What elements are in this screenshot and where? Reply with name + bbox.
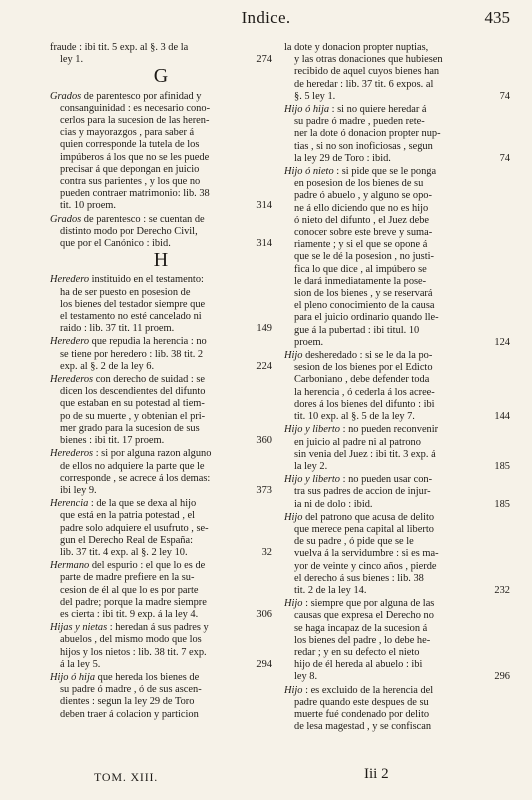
entry-line — [284, 561, 510, 573]
entry-text: el derecho á sus bienes : lib. 38 — [294, 572, 424, 584]
entry-text: sin venia del Juez : ibi tit. 3 exp. á — [294, 448, 436, 460]
entry-line — [284, 116, 510, 128]
entry-line — [284, 685, 510, 697]
page-reference: 224 — [256, 360, 272, 372]
entry-text: causas que expresa el Derecho no — [294, 610, 434, 622]
page-footer — [0, 766, 532, 792]
page-number: 435 — [484, 8, 510, 27]
entry-text: : si por alguna razon alguno — [93, 448, 212, 460]
entry-text: quien corresponde la tutela de los — [60, 139, 200, 151]
entry-text: se haga incapaz de la sucesion á — [294, 622, 428, 634]
page-reference: 296 — [494, 671, 510, 683]
entry-line — [284, 312, 510, 324]
entry-line — [284, 362, 510, 374]
entry-line — [50, 386, 272, 398]
signature-mark: Iii 2 — [364, 766, 389, 782]
entry-line — [50, 54, 272, 66]
entry-text: ley 1. — [60, 54, 84, 66]
entry-text: y las otras donaciones que hubiesen — [294, 54, 443, 66]
entry-text: la dote y donacion propter nuptias, — [284, 42, 429, 53]
entry-line — [284, 512, 510, 524]
entry-text: : es excluido de la herencia del — [302, 684, 434, 696]
entry-text: ibi ley 9. — [60, 484, 97, 496]
entry-text: riamente ; y si el que se opone á — [294, 239, 428, 251]
entry-text: exp. al §. 2 de la ley 6. — [60, 360, 155, 372]
entry-line — [50, 659, 272, 671]
index-entry — [284, 685, 510, 734]
entry-line — [50, 42, 272, 54]
index-entry — [284, 104, 510, 165]
entry-headword: Heredero — [50, 274, 90, 286]
entry-line — [284, 227, 510, 239]
page-reference: 232 — [494, 584, 510, 596]
entry-text: gun el Derecho Real de España: — [60, 534, 194, 546]
index-entry — [284, 512, 510, 597]
entry-line — [284, 671, 510, 683]
entry-headword: Hijo y liberto — [284, 424, 340, 436]
entry-text: fica lo que dice , al impúbero se — [294, 263, 427, 275]
entry-text: : siempre que por alguna de las — [302, 598, 435, 610]
entry-text: ia ni de dolo : ibid. — [294, 498, 373, 510]
entry-text: tit. 10 proem. — [60, 200, 116, 212]
entry-line — [50, 597, 272, 609]
entry-line — [50, 214, 272, 226]
entry-line — [50, 672, 272, 684]
index-entry — [50, 42, 272, 66]
entry-headword: Hijo ó hija — [284, 104, 330, 116]
entry-text: padre solo adquiere el usufruto , se- — [60, 522, 209, 534]
entry-line — [284, 424, 510, 436]
entry-line — [284, 449, 510, 461]
page-reference: 306 — [256, 608, 272, 620]
entry-line — [50, 200, 272, 212]
entry-text: del padre; porque la madre siempre — [60, 596, 207, 608]
entry-headword: Hermano — [50, 560, 90, 572]
entry-line — [50, 585, 272, 597]
entry-text: de ellos no adquiere la parte que le — [60, 460, 205, 472]
page-reference: 373 — [256, 484, 272, 496]
entry-headword: Hijo y liberto — [284, 474, 340, 486]
entry-line — [284, 387, 510, 399]
entry-line — [50, 188, 272, 200]
page-reference: 294 — [256, 658, 272, 670]
entry-text: impúberos á los que no se les puede — [60, 151, 210, 163]
entry-headword: Heredero — [50, 336, 90, 348]
entry-line — [50, 423, 272, 435]
entry-text: distinto modo por Derecho Civil, — [60, 225, 198, 237]
entry-line — [50, 274, 272, 286]
entry-line — [50, 374, 272, 386]
entry-text: que está en la patria potestad , el — [60, 510, 196, 522]
entry-headword: Hijo — [284, 684, 303, 696]
entry-line — [50, 572, 272, 584]
entry-text: pueden contraer matrimonio: lib. 38 — [60, 188, 210, 200]
entry-line — [50, 91, 272, 103]
entry-text: : no pueden usar con- — [340, 474, 433, 486]
entry-line — [50, 498, 272, 510]
running-title: Indice. — [241, 8, 291, 27]
entry-text: : de la que se dexa al hijo — [88, 498, 197, 510]
entry-line — [50, 287, 272, 299]
page-reference: 124 — [494, 336, 510, 348]
entry-headword: Grados — [50, 90, 82, 102]
entry-line — [50, 535, 272, 547]
entry-text: los bienes del testador siempre que — [60, 298, 206, 310]
entry-headword: Hijo — [284, 511, 303, 523]
entry-line — [50, 647, 272, 659]
entry-line — [284, 598, 510, 610]
entry-text: cias y mayorazgos , para saber á — [60, 127, 195, 139]
entry-line — [50, 634, 272, 646]
entry-text: §. 5 ley 1. — [294, 90, 336, 102]
entry-line — [284, 548, 510, 560]
entry-line — [284, 486, 510, 498]
entry-text: precisar á que depongan en juicio — [60, 163, 200, 175]
entry-line — [284, 153, 510, 165]
entry-text: del patrono que acusa de delito — [302, 511, 435, 523]
index-entry — [50, 498, 272, 559]
entry-line — [50, 510, 272, 522]
entry-headword: Hijo ó nieto — [284, 166, 334, 178]
entry-text: hijos y los nietos : lib. 38 tit. 7 exp. — [60, 646, 207, 658]
entry-line — [50, 609, 272, 621]
entry-text: que estaban en su potestad al tiem- — [60, 398, 205, 410]
entry-text: contra sus parientes , y los que no — [60, 176, 201, 188]
page-reference: 74 — [499, 152, 510, 164]
entry-text: de lesa magestad , y se confiscan — [294, 721, 432, 733]
index-entry — [50, 214, 272, 251]
index-entry — [284, 166, 510, 349]
entry-text: redar ; y en su defecto el nieto — [294, 646, 420, 658]
entry-text: consanguinidad : es necesario cono- — [60, 102, 211, 114]
entry-text: mer grado para la sucesion de sus — [60, 422, 200, 434]
entry-line — [50, 361, 272, 373]
entry-headword: Herencia — [50, 498, 89, 510]
entry-text: gue á la pubertad : ibi titul. 10 — [294, 324, 420, 336]
entry-text: que merece pena capital al liberto — [294, 523, 434, 535]
entry-line — [284, 659, 510, 671]
entry-line — [284, 54, 510, 66]
entry-text: bienes : ibi tit. 17 proem. — [60, 435, 165, 447]
entry-line — [284, 647, 510, 659]
entry-text: muerte fué condenado por delito — [294, 708, 430, 720]
entry-text: dicen los descendientes del difunto — [60, 386, 206, 398]
entry-text: ner la dote ó donacion propter nup- — [294, 128, 441, 140]
entry-text: sesion de los bienes por el Edicto — [294, 362, 433, 374]
entry-text: en posesion de los bienes de su — [294, 178, 424, 190]
entry-text: corresponde , se acrece á los demas: — [60, 472, 211, 484]
entry-line — [284, 79, 510, 91]
entry-line — [50, 560, 272, 572]
entry-text: cesion de él al que lo es por parte — [60, 584, 199, 596]
entry-text: que hereda los bienes de — [95, 671, 200, 683]
entry-line — [50, 115, 272, 127]
entry-headword: Grados — [50, 213, 82, 225]
page-reference: 144 — [494, 411, 510, 423]
entry-text: padre quando este despues de su — [294, 696, 429, 708]
index-entry — [50, 274, 272, 335]
entry-text: : si pide que se le ponga — [333, 166, 437, 178]
page-reference: 185 — [494, 498, 510, 510]
entry-line — [284, 573, 510, 585]
entry-line — [284, 374, 510, 386]
index-entry — [284, 42, 510, 103]
entry-text: su padre ó madre , pueden rete- — [294, 116, 425, 128]
entry-text: de parentesco por afinidad y — [81, 90, 202, 102]
page-reference: 274 — [256, 54, 272, 66]
entry-text: de heredar : lib. 37 tit. 6 expos. al — [294, 78, 434, 90]
entry-text: en juicio al padre ni al patrono — [294, 436, 421, 448]
index-entry — [50, 91, 272, 213]
entry-line — [284, 264, 510, 276]
entry-text: á la ley 5. — [60, 658, 101, 670]
index-entry — [284, 598, 510, 683]
entry-text: tias , si no son inoficiosas , segun — [294, 140, 433, 152]
entry-text: dores á los bienes del difunto : ibi — [294, 398, 435, 410]
entry-line — [284, 178, 510, 190]
entry-text: con derecho de suidad : se — [93, 374, 206, 386]
entry-line — [284, 276, 510, 288]
entry-text: raido : lib. 37 tit. 11 proem. — [60, 323, 175, 335]
section-letter: G — [153, 65, 169, 88]
index-entry — [284, 474, 510, 511]
page-header — [0, 8, 532, 36]
entry-line — [50, 473, 272, 485]
entry-line — [50, 448, 272, 460]
entry-line — [284, 697, 510, 709]
index-entry — [50, 336, 272, 373]
entry-text: tra sus padres de accion de injur- — [294, 486, 431, 498]
entry-line — [284, 239, 510, 251]
entry-text: ó nieto del difunto , el Juez debe — [294, 214, 430, 226]
page-reference: 185 — [494, 460, 510, 472]
entry-line — [284, 499, 510, 511]
entry-text: tit. 10 exp. al §. 5 de la ley 7. — [294, 411, 415, 423]
page-reference: 314 — [256, 200, 272, 212]
entry-line — [284, 325, 510, 337]
entry-text: lib. 37 tit. 4 exp. al §. 2 ley 10. — [60, 546, 188, 558]
entry-line — [50, 311, 272, 323]
entry-text: le dará inmediatamente la pose- — [294, 275, 427, 287]
entry-text: Carboniano , debe defender toda — [294, 374, 430, 386]
entry-line — [50, 349, 272, 361]
entry-text: los bienes del padre , lo debe he- — [294, 634, 431, 646]
entry-line — [284, 585, 510, 597]
index-entry — [284, 424, 510, 473]
entry-line — [284, 399, 510, 411]
entry-headword: Hijo — [284, 598, 303, 610]
page-reference: 360 — [256, 435, 272, 447]
entry-text: ley 8. — [294, 671, 318, 683]
right-column — [284, 42, 510, 734]
entry-text: de su padre , ó pide que se le — [294, 536, 414, 548]
entry-text: ne á ello diciendo que no es hijo — [294, 202, 429, 214]
entry-line — [50, 622, 272, 634]
index-entry — [50, 672, 272, 721]
entry-line — [50, 709, 272, 721]
entry-line — [50, 523, 272, 535]
entry-line — [284, 251, 510, 263]
page-reference: 32 — [261, 546, 272, 558]
entry-line — [50, 139, 272, 151]
entry-line — [284, 203, 510, 215]
entry-text: parte de madre prefiere en la su- — [60, 572, 195, 584]
entry-text: hijo de él hereda al abuelo : ibi — [294, 659, 423, 671]
entry-text: recibido de aquel cuyos bienes han — [294, 66, 440, 78]
entry-line — [284, 635, 510, 647]
entry-line — [50, 336, 272, 348]
entry-line — [284, 42, 510, 54]
entry-line — [284, 128, 510, 140]
entry-line — [50, 323, 272, 335]
entry-line — [284, 474, 510, 486]
entry-line — [284, 337, 510, 349]
entry-line — [50, 461, 272, 473]
entry-line — [284, 709, 510, 721]
entry-text: que repudia la herencia : no — [89, 336, 207, 348]
entry-text: de parentesco : se cuentan de — [81, 213, 205, 225]
entry-line — [284, 437, 510, 449]
entry-text: la herencia , ó cederla á los acree- — [294, 386, 435, 398]
left-column — [50, 42, 272, 722]
entry-text: yor de veinte y cinco años , pierde — [294, 560, 437, 572]
entry-text: sion de los bienes , y se reservará — [294, 288, 433, 300]
entry-text: la ley 29 de Toro : ibid. — [294, 152, 391, 164]
entry-text: tit. 2 de la ley 14. — [294, 584, 367, 596]
section-letter: H — [153, 249, 169, 272]
entry-text: para el juicio ordinario quando lle- — [294, 312, 439, 324]
entry-text: el testamento no esté cancelado ni — [60, 311, 202, 323]
entry-text: conocer sobre este breve y suma- — [294, 227, 433, 239]
index-entry — [50, 622, 272, 671]
entry-text: : heredan á sus padres y — [107, 622, 209, 634]
entry-text: padre ó abuelo , y alguno se opo- — [294, 190, 432, 202]
entry-line — [284, 215, 510, 227]
entry-headword: Hijas y nietas — [50, 622, 108, 634]
entry-line — [50, 127, 272, 139]
entry-line — [284, 610, 510, 622]
entry-line — [284, 411, 510, 423]
entry-line — [284, 350, 510, 362]
entry-line — [50, 176, 272, 188]
entry-line — [50, 411, 272, 423]
entry-line — [50, 103, 272, 115]
entry-headword: Hijo ó hija — [50, 671, 96, 683]
entry-line — [50, 398, 272, 410]
entry-line — [284, 190, 510, 202]
entry-line — [50, 164, 272, 176]
entry-line — [284, 721, 510, 733]
entry-line — [50, 299, 272, 311]
entry-line — [284, 91, 510, 103]
entry-text: se tiene por heredero : lib. 38 tit. 2 — [60, 348, 204, 360]
entry-line — [50, 435, 272, 447]
entry-text: que por el Canónico : ibid. — [60, 238, 171, 250]
entry-line — [284, 141, 510, 153]
page-reference: 314 — [256, 238, 272, 250]
entry-headword: Herederos — [50, 448, 94, 460]
entry-line — [284, 536, 510, 548]
entry-line — [284, 623, 510, 635]
entry-line — [50, 485, 272, 497]
entry-text: deben traer á colacion y particion — [60, 708, 199, 720]
entry-text: la ley 2. — [294, 460, 328, 472]
entry-text: : no pueden reconvenir — [340, 424, 439, 436]
entry-text: su padre ó madre , ó de sus ascen- — [60, 684, 202, 696]
entry-line — [50, 238, 272, 250]
index-entry — [50, 374, 272, 447]
entry-line — [284, 300, 510, 312]
page-reference: 149 — [256, 323, 272, 335]
entry-text: desheredado : si se le da la po- — [302, 350, 433, 362]
entry-line — [284, 461, 510, 473]
entry-line — [50, 226, 272, 238]
entry-line — [284, 104, 510, 116]
entry-line — [50, 696, 272, 708]
entry-line — [284, 288, 510, 300]
entry-line — [284, 524, 510, 536]
entry-text: el pleno conocimiento de la causa — [294, 300, 435, 312]
entry-line — [50, 684, 272, 696]
entry-text: abuelos , del mismo modo que los — [60, 634, 202, 646]
volume-label: TOM. XIII. — [94, 770, 159, 784]
entry-text: : si no quiere heredar á — [329, 104, 427, 116]
entry-line — [50, 547, 272, 559]
entry-text: ha de ser puesto en posesion de — [60, 286, 191, 298]
entry-text: dientes : segun la ley 29 de Toro — [60, 696, 195, 708]
entry-text: que se le dé la posesion , no justi- — [294, 251, 434, 263]
entry-text: cerlos para la sucesion de las heren- — [60, 115, 210, 127]
entry-text: del espurio : el que lo es de — [89, 560, 206, 572]
entry-line — [284, 66, 510, 78]
page-reference: 74 — [499, 90, 510, 102]
entry-line — [50, 152, 272, 164]
entry-text: instituido en el testamento: — [89, 274, 204, 286]
index-entry — [50, 448, 272, 497]
entry-text: fraude : ibi tit. 5 exp. al §. 3 de la — [50, 42, 189, 53]
entry-line — [284, 166, 510, 178]
entry-text: proem. — [294, 336, 324, 348]
entry-headword: Hijo — [284, 350, 303, 362]
entry-text: es cierta : ibi tit. 9 exp. á la ley 4. — [60, 608, 199, 620]
entry-headword: Herederos — [50, 374, 94, 386]
index-entry — [50, 560, 272, 621]
entry-text: po de su muerte , y obtenian el pri- — [60, 410, 206, 422]
index-entry — [284, 350, 510, 423]
entry-text: vuelva á la servidumbre : si es ma- — [294, 548, 439, 560]
